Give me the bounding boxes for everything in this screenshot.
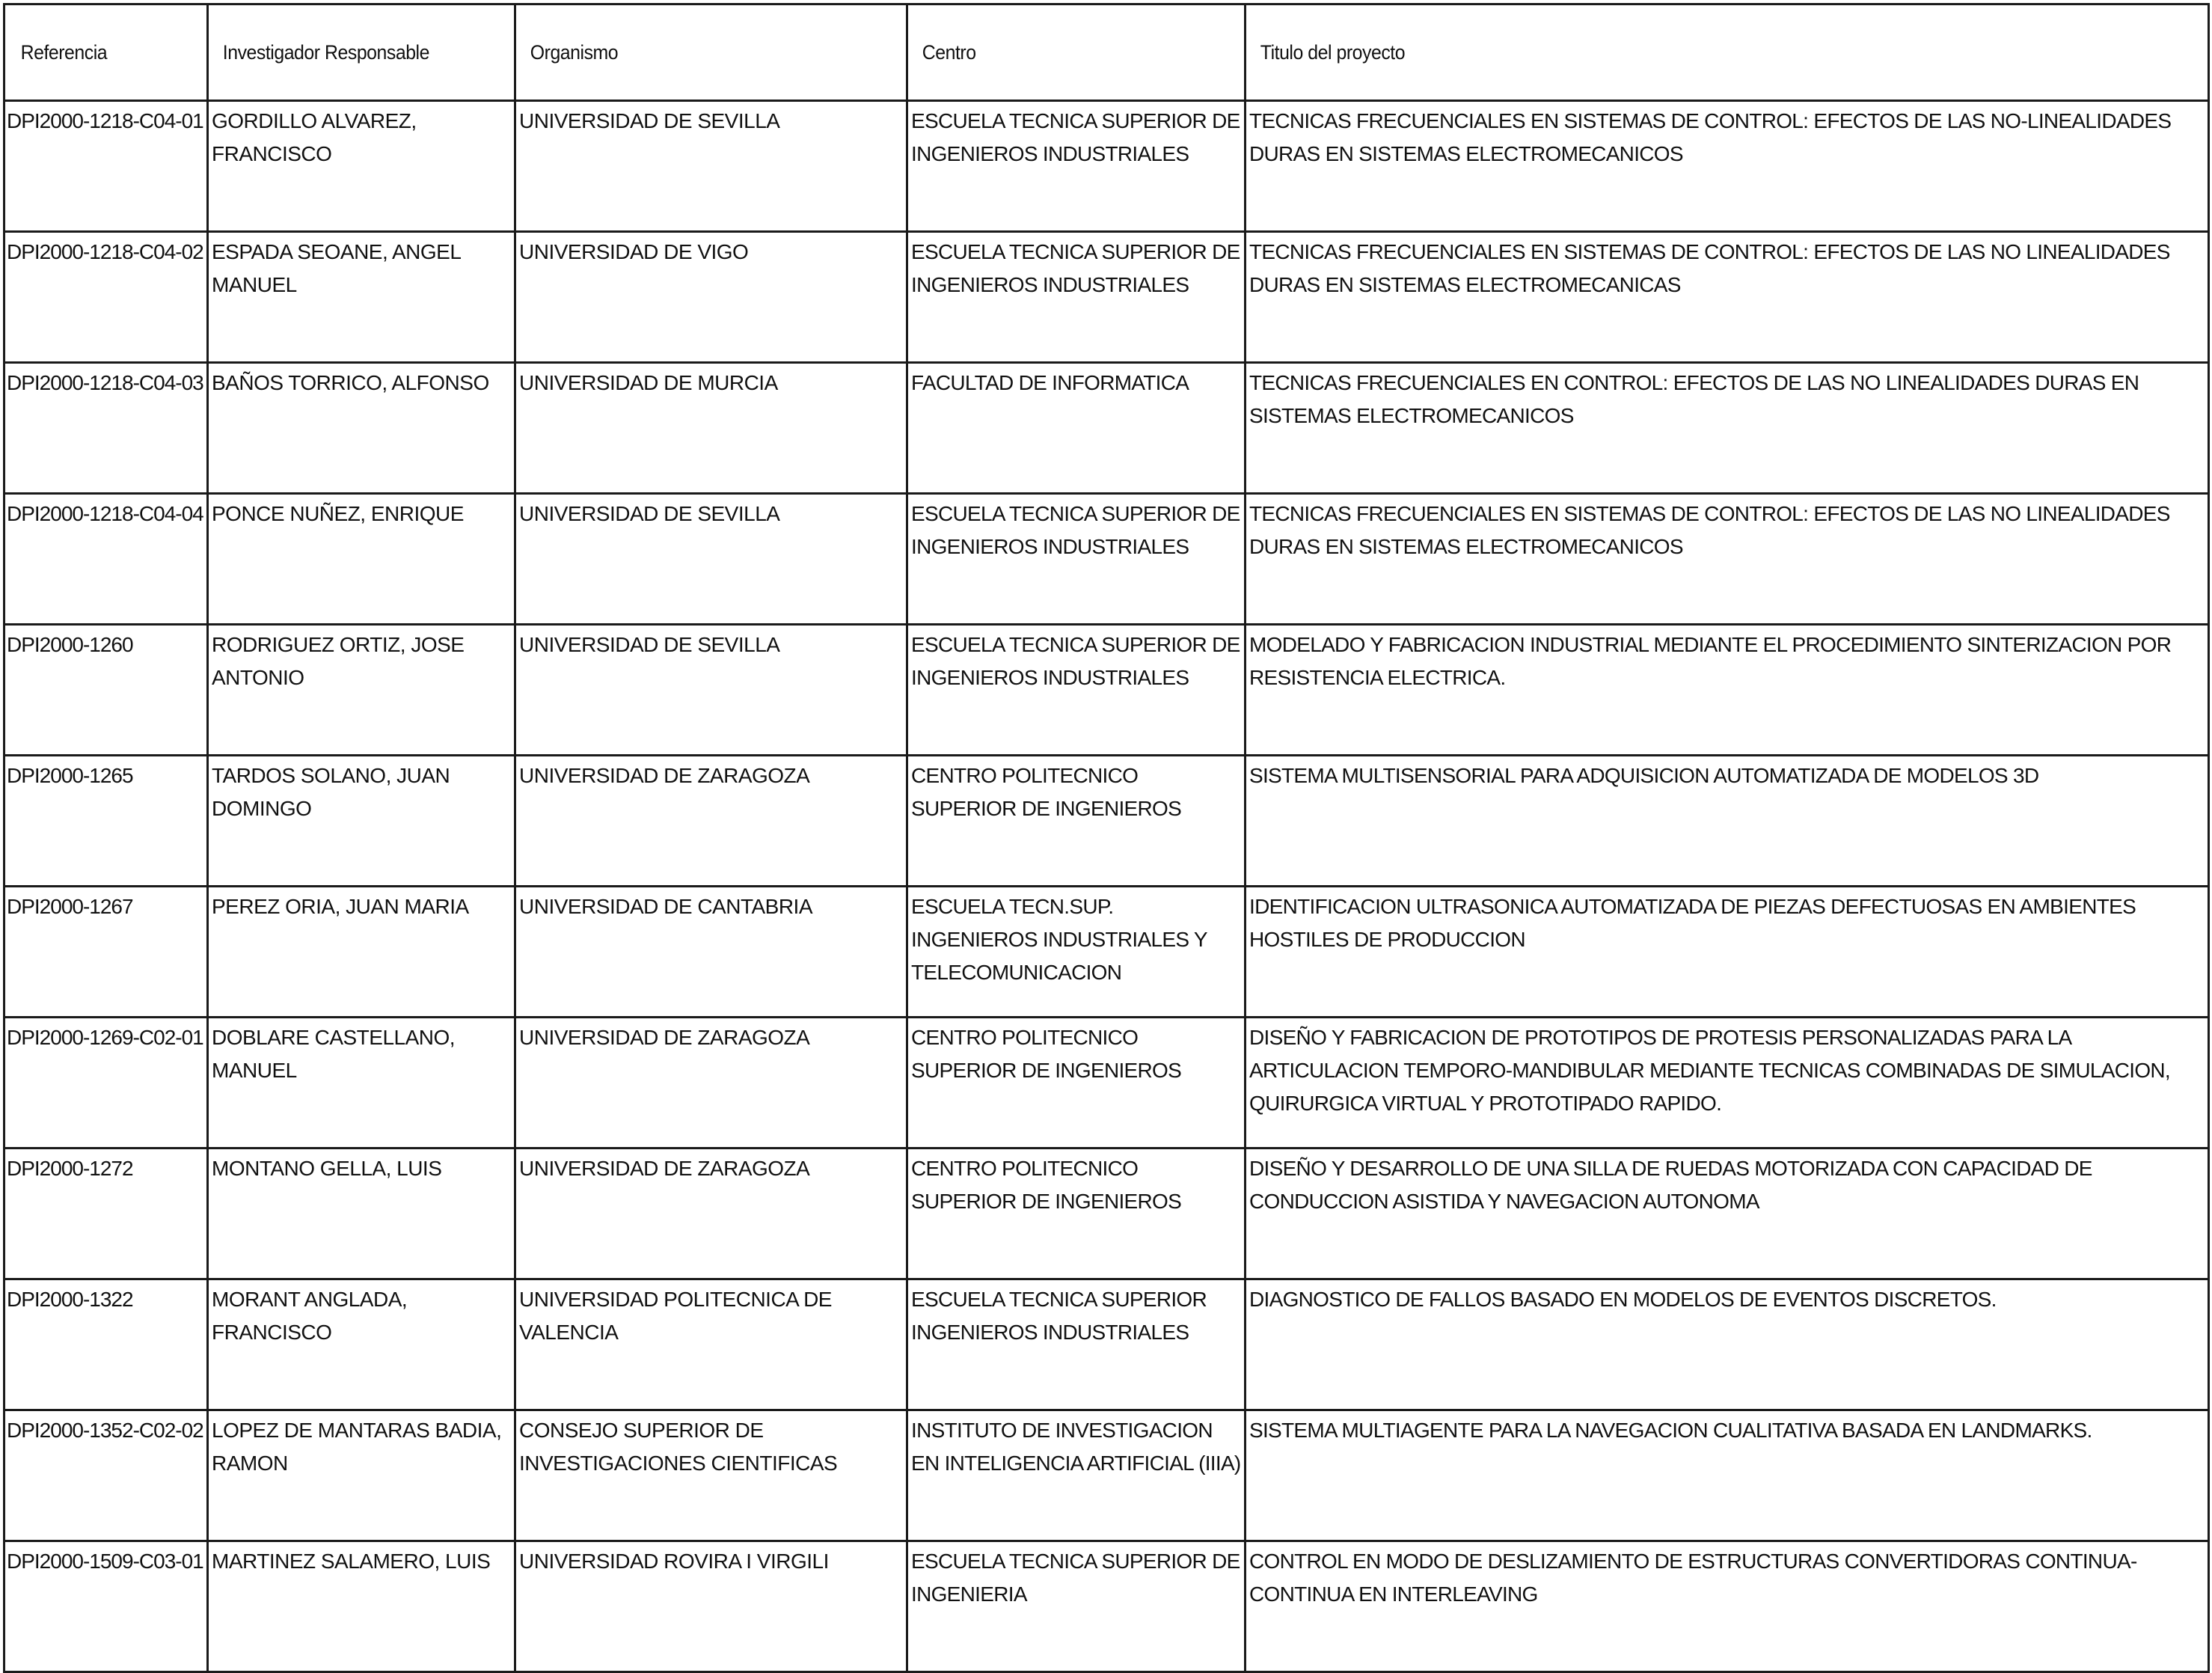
cell-referencia: DPI2000-1218-C04-04 — [4, 494, 208, 625]
column-header-titulo: Titulo del proyecto — [1246, 4, 2132, 101]
cell-centro: CENTRO POLITECNICO SUPERIOR DE INGENIEROS — [907, 756, 1246, 887]
cell-organismo: UNIVERSIDAD DE CANTABRIA — [515, 887, 907, 1018]
cell-investigador: PONCE NUÑEZ, ENRIQUE — [208, 494, 515, 625]
cell-referencia: DPI2000-1218-C04-02 — [4, 232, 208, 363]
cell-organismo: UNIVERSIDAD DE SEVILLA — [515, 625, 907, 756]
cell-centro: ESCUELA TECNICA SUPERIOR DE INGENIERIA — [907, 1541, 1246, 1672]
cell-centro: ESCUELA TECNICA SUPERIOR DE INGENIEROS INDUSTRIALES — [907, 101, 1246, 232]
cell-organismo: UNIVERSIDAD DE VIGO — [515, 232, 907, 363]
cell-organismo: UNIVERSIDAD ROVIRA I VIRGILI — [515, 1541, 907, 1672]
cell-referencia: DPI2000-1272 — [4, 1149, 208, 1279]
cell-referencia: DPI2000-1218-C04-01 — [4, 101, 208, 232]
cell-centro: ESCUELA TECN.SUP. INGENIEROS INDUSTRIALES Y TELECOMUNICACION — [907, 887, 1246, 1018]
cell-titulo: IDENTIFICACION ULTRASONICA AUTOMATIZADA DE PIEZAS DEFECTUOSAS EN AMBIENTES HOSTILES DE PRODUCCION — [1246, 887, 2209, 1018]
cell-organismo: UNIVERSIDAD DE ZARAGOZA — [515, 1018, 907, 1149]
cell-centro: ESCUELA TECNICA SUPERIOR DE INGENIEROS INDUSTRIALES — [907, 625, 1246, 756]
cell-centro: FACULTAD DE INFORMATICA — [907, 363, 1246, 494]
cell-centro: ESCUELA TECNICA SUPERIOR DE INGENIEROS INDUSTRIALES — [907, 232, 1246, 363]
cell-referencia: DPI2000-1322 — [4, 1279, 208, 1410]
cell-organismo: UNIVERSIDAD DE ZARAGOZA — [515, 756, 907, 887]
cell-titulo: TECNICAS FRECUENCIALES EN CONTROL: EFECTOS DE LAS NO LINEALIDADES DURAS EN SISTEMAS ELECTROMECANICOS — [1246, 363, 2209, 494]
cell-investigador: ESPADA SEOANE, ANGEL MANUEL — [208, 232, 515, 363]
table-row — [4, 1018, 2209, 1149]
cell-organismo: CONSEJO SUPERIOR DE INVESTIGACIONES CIENTIFICAS — [515, 1410, 907, 1541]
cell-referencia: DPI2000-1509-C03-01 — [4, 1541, 208, 1672]
column-header-organismo: Organismo — [515, 4, 876, 101]
cell-centro: CENTRO POLITECNICO SUPERIOR DE INGENIEROS — [907, 1018, 1246, 1149]
cell-titulo: DISEÑO Y DESARROLLO DE UNA SILLA DE RUEDAS MOTORIZADA CON CAPACIDAD DE CONDUCCION ASISTIDA Y NAVEGACION AUTONOMA — [1246, 1149, 2209, 1279]
cell-investigador: BAÑOS TORRICO, ALFONSO — [208, 363, 515, 494]
cell-titulo: SISTEMA MULTISENSORIAL PARA ADQUISICION AUTOMATIZADA DE MODELOS 3D — [1246, 756, 2209, 887]
cell-referencia: DPI2000-1267 — [4, 887, 208, 1018]
cell-organismo: UNIVERSIDAD POLITECNICA DE VALENCIA — [515, 1279, 907, 1410]
cell-organismo: UNIVERSIDAD DE SEVILLA — [515, 101, 907, 232]
cell-investigador: MONTANO GELLA, LUIS — [208, 1149, 515, 1279]
cell-centro: CENTRO POLITECNICO SUPERIOR DE INGENIEROS — [907, 1149, 1246, 1279]
table-row — [4, 1541, 2209, 1672]
cell-titulo: DIAGNOSTICO DE FALLOS BASADO EN MODELOS DE EVENTOS DISCRETOS. — [1246, 1279, 2209, 1410]
table-row — [4, 625, 2209, 756]
column-header-referencia: Referencia — [4, 4, 192, 101]
table-row — [4, 1279, 2209, 1410]
cell-titulo: SISTEMA MULTIAGENTE PARA LA NAVEGACION CUALITATIVA BASADA EN LANDMARKS. — [1246, 1410, 2209, 1541]
cell-investigador: MARTINEZ SALAMERO, LUIS — [208, 1541, 515, 1672]
table-row — [4, 1410, 2209, 1541]
cell-investigador: GORDILLO ALVAREZ, FRANCISCO — [208, 101, 515, 232]
table-row — [4, 101, 2209, 232]
cell-investigador: PEREZ ORIA, JUAN MARIA — [208, 887, 515, 1018]
cell-investigador: DOBLARE CASTELLANO, MANUEL — [208, 1018, 515, 1149]
cell-referencia: DPI2000-1260 — [4, 625, 208, 756]
cell-titulo: TECNICAS FRECUENCIALES EN SISTEMAS DE CONTROL: EFECTOS DE LAS NO LINEALIDADES DURAS EN SISTEMAS ELECTROMECANICAS — [1246, 232, 2209, 363]
cell-referencia: DPI2000-1352-C02-02 — [4, 1410, 208, 1541]
cell-centro: INSTITUTO DE INVESTIGACION EN INTELIGENCIA ARTIFICIAL (IIIA) — [907, 1410, 1246, 1541]
cell-titulo: TECNICAS FRECUENCIALES EN SISTEMAS DE CONTROL: EFECTOS DE LAS NO LINEALIDADES DURAS EN SISTEMAS ELECTROMECANICOS — [1246, 494, 2209, 625]
cell-referencia: DPI2000-1265 — [4, 756, 208, 887]
table-row — [4, 494, 2209, 625]
cell-investigador: RODRIGUEZ ORTIZ, JOSE ANTONIO — [208, 625, 515, 756]
column-header-centro: Centro — [907, 4, 1219, 101]
header-row — [4, 4, 2209, 101]
table-row — [4, 1149, 2209, 1279]
cell-referencia: DPI2000-1269-C02-01 — [4, 1018, 208, 1149]
table-row — [4, 756, 2209, 887]
cell-investigador: TARDOS SOLANO, JUAN DOMINGO — [208, 756, 515, 887]
cell-centro: ESCUELA TECNICA SUPERIOR DE INGENIEROS INDUSTRIALES — [907, 494, 1246, 625]
cell-titulo: DISEÑO Y FABRICACION DE PROTOTIPOS DE PROTESIS PERSONALIZADAS PARA LA ARTICULACION TEMPORO-MANDIBULAR MEDIANTE TECNICAS COMBINADAS DE SIMULACION, QUIRURGICA VIRTUAL Y PROTOTIPADO RAPIDO. — [1246, 1018, 2209, 1149]
cell-investigador: MORANT ANGLADA, FRANCISCO — [208, 1279, 515, 1410]
table-row — [4, 232, 2209, 363]
cell-titulo: TECNICAS FRECUENCIALES EN SISTEMAS DE CONTROL: EFECTOS DE LAS NO-LINEALIDADES DURAS EN SISTEMAS ELECTROMECANICOS — [1246, 101, 2209, 232]
cell-referencia: DPI2000-1218-C04-03 — [4, 363, 208, 494]
cell-organismo: UNIVERSIDAD DE ZARAGOZA — [515, 1149, 907, 1279]
cell-titulo: CONTROL EN MODO DE DESLIZAMIENTO DE ESTRUCTURAS CONVERTIDORAS CONTINUA-CONTINUA EN INTERLEAVING — [1246, 1541, 2209, 1672]
column-header-investigador: Investigador Responsable — [208, 4, 491, 101]
table-row — [4, 887, 2209, 1018]
cell-titulo: MODELADO Y FABRICACION INDUSTRIAL MEDIANTE EL PROCEDIMIENTO SINTERIZACION POR RESISTENCIA ELECTRICA. — [1246, 625, 2209, 756]
table-row — [4, 363, 2209, 494]
projects-table — [3, 3, 2210, 1673]
cell-investigador: LOPEZ DE MANTARAS BADIA, RAMON — [208, 1410, 515, 1541]
cell-centro: ESCUELA TECNICA SUPERIOR INGENIEROS INDUSTRIALES — [907, 1279, 1246, 1410]
cell-organismo: UNIVERSIDAD DE SEVILLA — [515, 494, 907, 625]
cell-organismo: UNIVERSIDAD DE MURCIA — [515, 363, 907, 494]
